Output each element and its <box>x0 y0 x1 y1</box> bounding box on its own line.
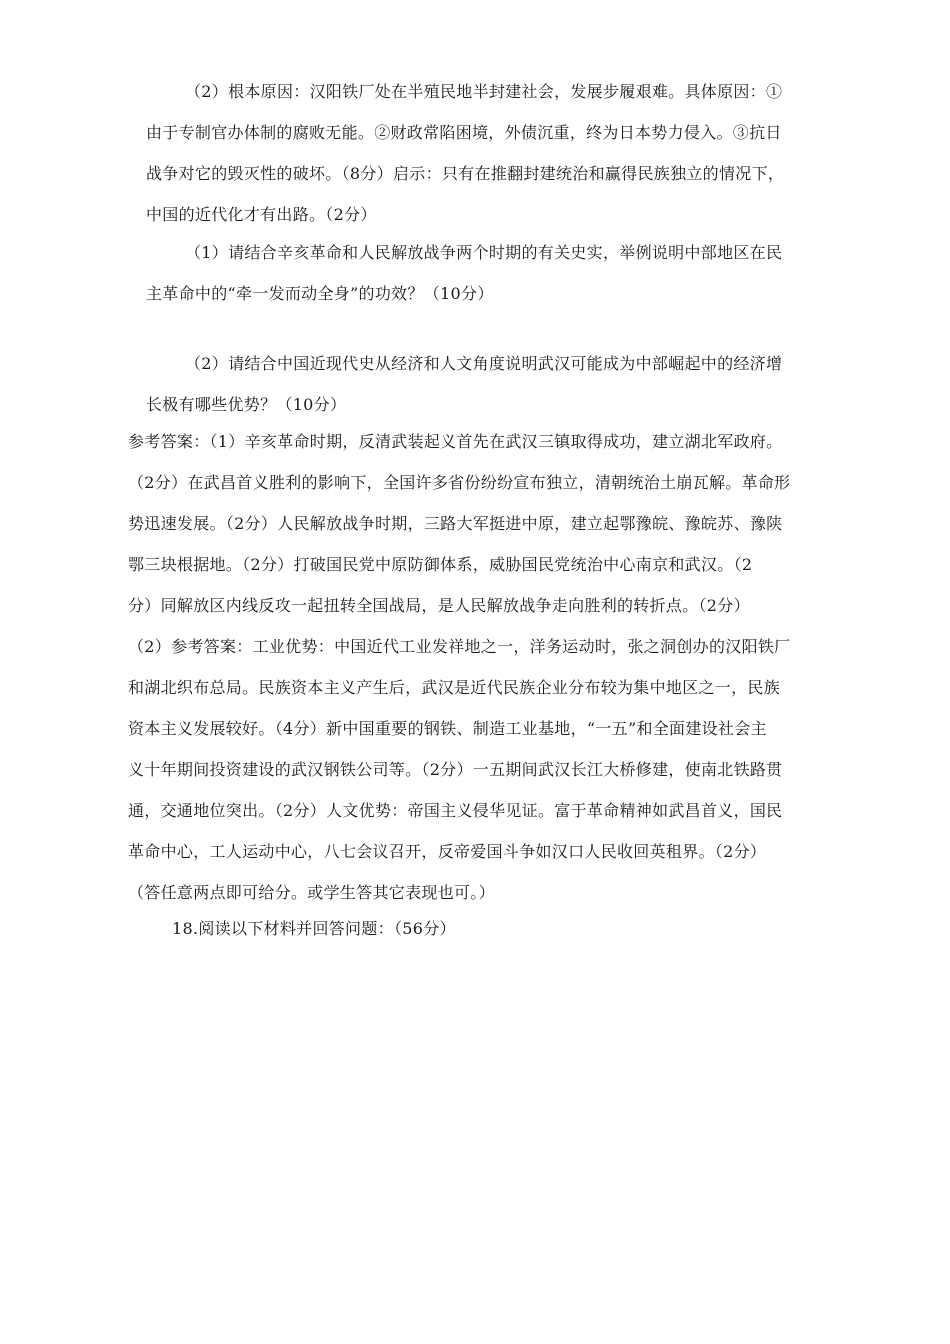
text-line: （1）请结合辛亥革命和人民解放战争两个时期的有关史实，举例说明中部地区在民 <box>185 243 783 262</box>
text-line: 革命中心，工人运动中心，八七会议召开，反帝爱国斗争如汉口人民收回英租界。（2分） <box>128 842 767 861</box>
text-line: （2）参考答案：工业优势：中国近代工业发祥地之一，洋务运动时，张之洞创办的汉阳铁厂 <box>128 637 791 656</box>
question-18-heading: 18.阅读以下材料并回答问题：（56分） <box>172 919 456 938</box>
text-line: （2）根本原因：汉阳铁厂处在半殖民地半封建社会，发展步履艰难。具体原因：① <box>185 82 783 101</box>
text-line: 长极有哪些优势？（10分） <box>146 395 347 414</box>
text-line: 通，交通地位突出。（2分）人文优势：帝国主义侵华见证。富于革命精神如武昌首义，国民 <box>128 801 783 820</box>
text-line: （2）请结合中国近现代史从经济和人文角度说明武汉可能成为中部崛起中的经济增 <box>185 354 783 373</box>
text-line: 战争对它的毁灭性的破坏。（8分）启示：只有在推翻封建统治和赢得民族独立的情况下， <box>146 164 785 183</box>
text-line: 和湖北织布总局。民族资本主义产生后，武汉是近代民族企业分布较为集中地区之一，民族 <box>128 678 781 697</box>
text-line: 中国的近代化才有出路。（2分） <box>146 205 377 224</box>
text-line: 由于专制官办体制的腐败无能。②财政常陷困境，外债沉重，终为日本势力侵入。③抗日 <box>146 123 782 142</box>
text-line: （2分）在武昌首义胜利的影响下，全国许多省份纷纷宣布独立，清朝统治土崩瓦解。革命形 <box>128 473 791 492</box>
text-line: 分）同解放区内线反攻一起扭转全国战局，是人民解放战争走向胜利的转折点。（2分） <box>128 596 750 615</box>
text-line: 参考答案：（1）辛亥革命时期，反清武装起义首先在武汉三镇取得成功，建立湖北军政府。 <box>128 432 783 451</box>
text-line: 义十年期间投资建设的武汉钢铁公司等。（2分）一五期间武汉长江大桥修建，使南北铁路贯 <box>128 760 783 779</box>
text-line: 鄂三块根据地。（2分）打破国民党中原防御体系，威胁国民党统治中心南京和武汉。（2 <box>128 555 753 574</box>
text-line: 资本主义发展较好。（4分）新中国重要的钢铁、制造工业基地，“一五”和全面建设社会主 <box>128 719 767 738</box>
text-line: 主革命中的“牵一发而动全身”的功效？（10分） <box>146 284 494 303</box>
text-line: 势迅速发展。（2分）人民解放战争时期，三路大军挺进中原，建立起鄂豫皖、豫皖苏、豫陕 <box>128 514 783 533</box>
text-line: （答任意两点即可给分。或学生答其它表现也可。） <box>128 883 495 902</box>
